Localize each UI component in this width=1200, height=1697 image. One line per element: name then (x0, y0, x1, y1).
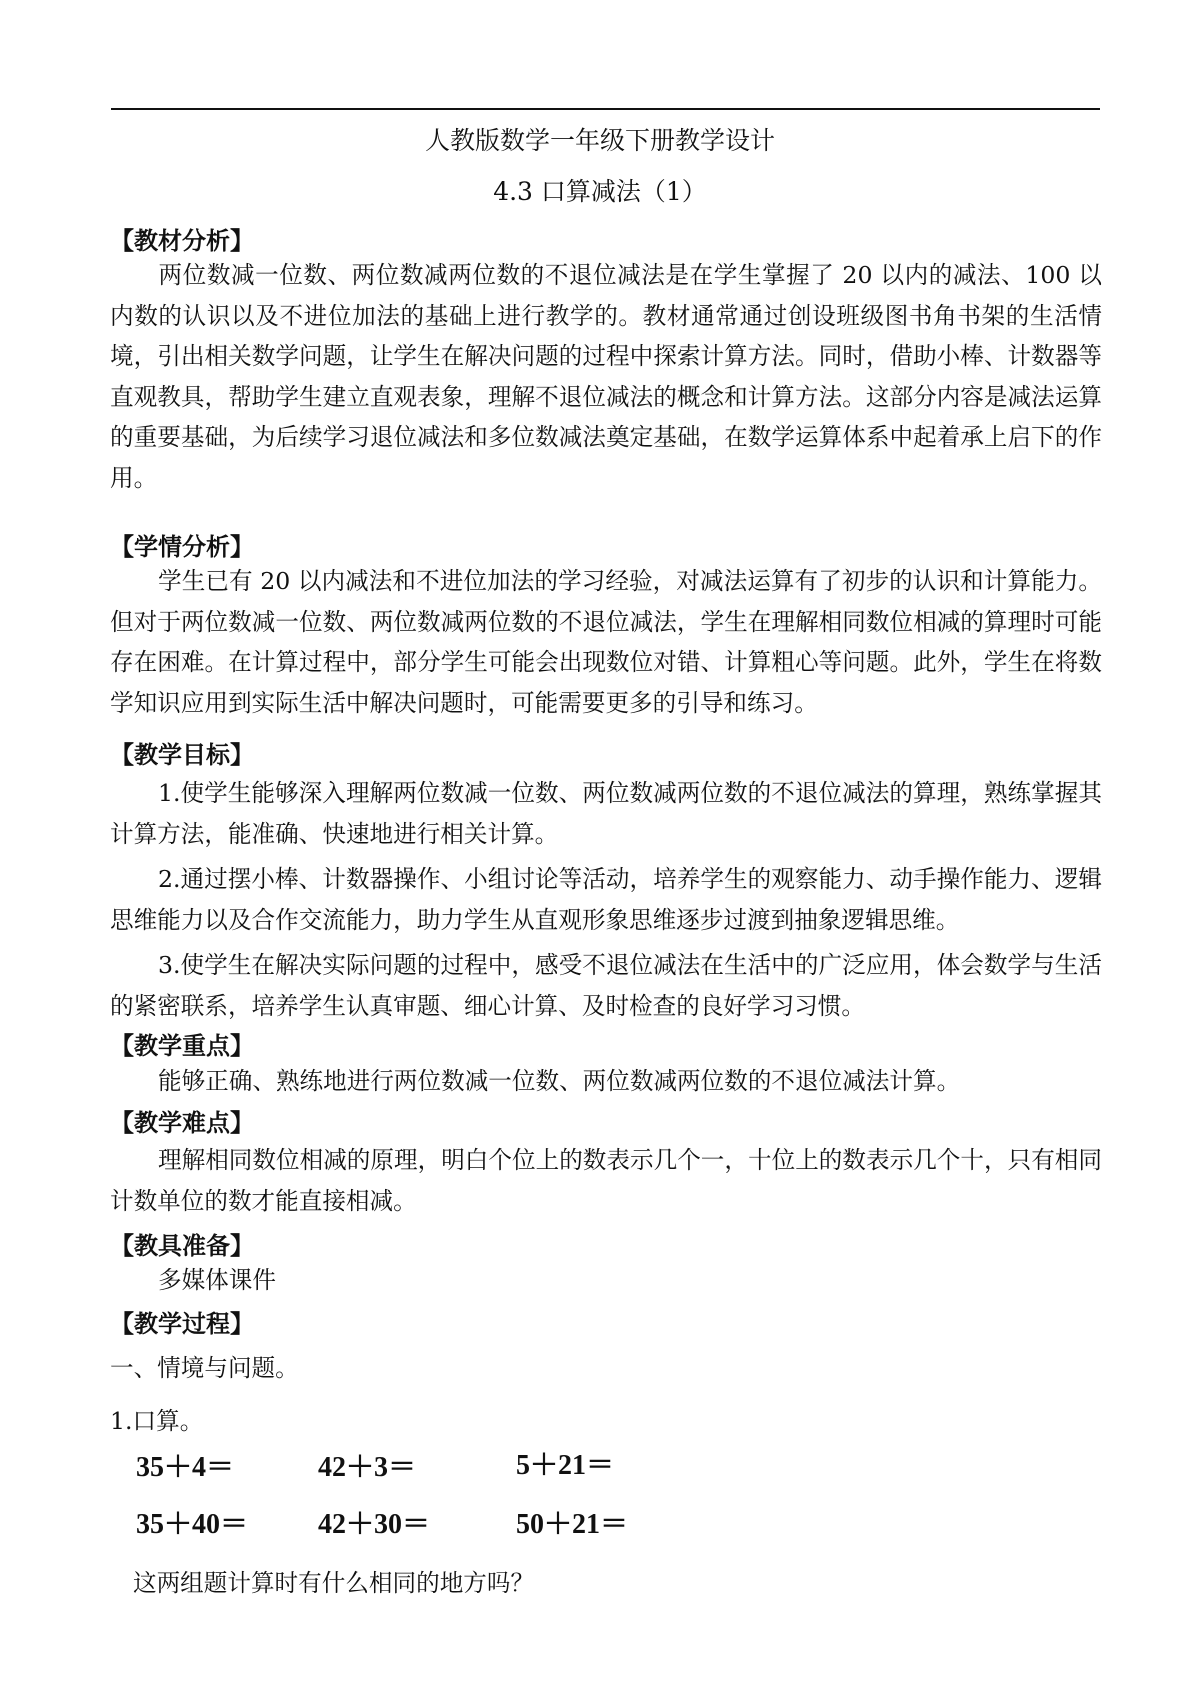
calc-item: 50＋21＝ (516, 1509, 629, 1540)
calc-item: 5＋21＝ (516, 1450, 615, 1481)
material-paragraph (110, 255, 1102, 498)
key-text: 能够正确、熟练地进行两位数减一位数、两位数减两位数的不退位减法计算。 (158, 1067, 961, 1095)
process-heading: 【教学过程】 (110, 1309, 254, 1338)
material-text: 两位数减一位数、两位数减两位数的不退位减法是在学生掌握了 20 以内的减法、100 以内数的认识以及不进位加法的基础上进行教学的。教材通常通过创设班级图书角书架的生活情境，引出相关数学问题，让学生在解决问题的过程中探索计算方法。同时，借助小棒、计数器等直观教具，帮助学生建立直观表象，理解不退位减法的概念和计算方法。这部分内容是减法运算的重要基础，为后续学习退位减法和多位数减法奠定基础，在数学运算体系中起着承上启下的作用。 (110, 261, 1102, 492)
calc-item: 42＋30＝ (318, 1509, 431, 1540)
header-rule (111, 108, 1100, 110)
goal-text-2: 2.通过摆小棒、计数器操作、小组讨论等活动，培养学生的观察能力、动手操作能力、逻辑思维能力以及合作交流能力，助力学生从直观形象思维逐步过渡到抽象逻辑思维。 (110, 865, 1102, 934)
calc-item: 42＋3＝ (318, 1452, 417, 1483)
goal-item-3 (110, 945, 1102, 1026)
tools-paragraph (110, 1260, 1102, 1301)
key-heading: 【教学重点】 (110, 1031, 254, 1060)
process-sub-1: 1.口算。 (110, 1407, 204, 1435)
process-step-1: 一、情境与问题。 (110, 1354, 299, 1382)
difficulty-heading: 【教学难点】 (110, 1108, 254, 1137)
students-text: 学生已有 20 以内减法和不进位加法的学习经验，对减法运算有了初步的认识和计算能力。但对于两位数减一位数、两位数减两位数的不退位减法，学生在理解相同数位相减的算理时可能存在困难。在计算过程中，部分学生可能会出现数位对错、计算粗心等问题。此外，学生在将数学知识应用到实际生活中解决问题时，可能需要更多的引导和练习。 (110, 567, 1102, 717)
material-heading: 【教材分析】 (110, 226, 254, 255)
calc-item: 35＋40＝ (136, 1509, 249, 1540)
lesson-title: 4.3 口算减法（1） (493, 177, 707, 206)
key-paragraph (110, 1061, 1102, 1102)
process-question: 这两组题计算时有什么相同的地方吗？ (133, 1569, 535, 1597)
goal-text-1: 1.使学生能够深入理解两位数减一位数、两位数减两位数的不退位减法的算理，熟练掌握其计算方法，能准确、快速地进行相关计算。 (110, 779, 1102, 848)
tools-heading: 【教具准备】 (110, 1231, 254, 1260)
tools-text: 多媒体课件 (158, 1266, 276, 1294)
difficulty-text: 理解相同数位相减的原理，明白个位上的数表示几个一，十位上的数表示几个十，只有相同计数单位的数才能直接相减。 (110, 1146, 1102, 1215)
students-heading: 【学情分析】 (110, 532, 254, 561)
goals-heading: 【教学目标】 (110, 740, 254, 769)
difficulty-paragraph (110, 1140, 1102, 1221)
students-paragraph (110, 561, 1102, 723)
goal-item-2 (110, 859, 1102, 940)
goal-text-3: 3.使学生在解决实际问题的过程中，感受不退位减法在生活中的广泛应用，体会数学与生活的紧密联系，培养学生认真审题、细心计算、及时检查的良好学习习惯。 (110, 951, 1102, 1020)
goal-item-1 (110, 773, 1102, 854)
document-title: 人教版数学一年级下册教学设计 (424, 126, 775, 155)
calc-item: 35＋4＝ (136, 1452, 235, 1483)
